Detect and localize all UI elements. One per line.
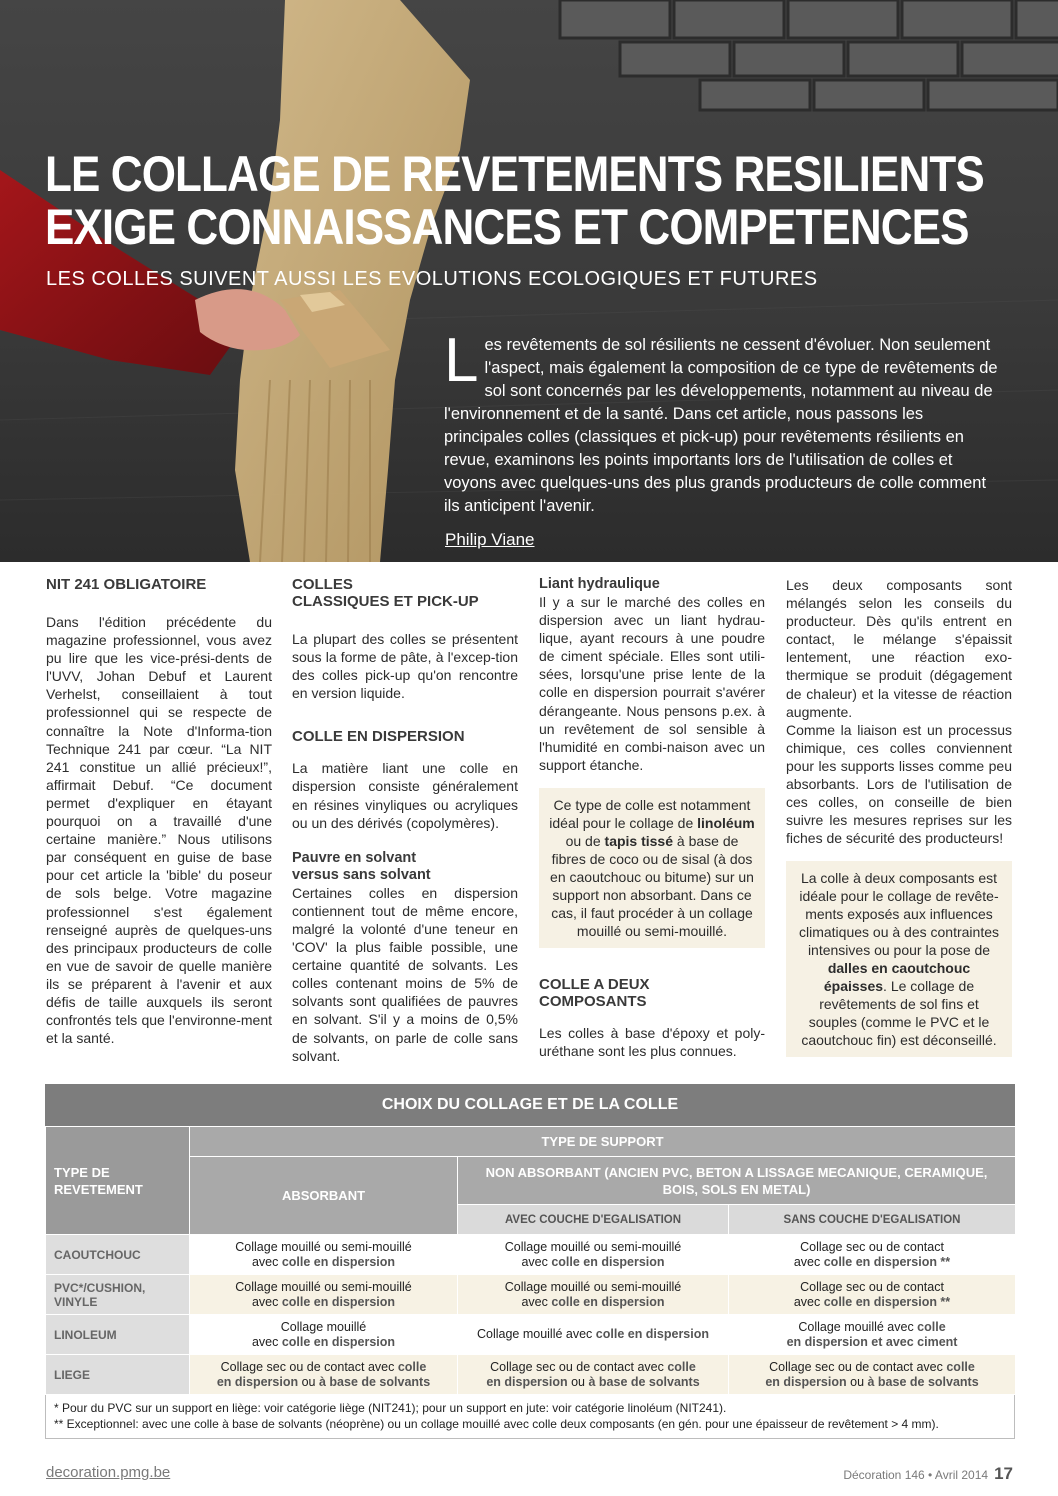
cell-text: avec [793, 1254, 824, 1269]
column-3 [539, 576, 765, 1060]
section-heading-nit241: NIT 241 OBLIGATOIRE [46, 576, 207, 593]
body-text: Il y a sur le marché des colles en dispersion avec un liant hydrau-lique, ayant recours à une poudre de ciment spéciale. Elles sont utili-sées, lorsqu'une prise lente de la colle en dispersion pourrait s'avérer dérangeante. Nous pensons p.ex. à un revêtement de sol sensible à l'humidité en combi-naison avec un support étanche. [539, 594, 765, 773]
page-number: 17 [994, 1464, 1013, 1483]
table-row [46, 1315, 1016, 1355]
issue-label: Décoration 146 • Avril 2014 [843, 1468, 989, 1482]
hero-image [0, 0, 1058, 562]
body-text: La plupart des colles se présentent sous la forme de pâte, à l'excep-tion des colles pick-up qu'on rencontre en version liquide. [292, 631, 518, 702]
body-text: Dans l'édition précédente du magazine professionnel, vous avez pu lire que les vice-prési-dents de l'UVV, Johan Debuf et Laurent Verhelst, conseillaient à tout professionnel qui se respecte de connaître la Note d'Informa-tion Technique 241 par cœur. “La NIT 241 constitue un allié précieux!”, affirmait Debuf. “Ce document permet d'expliquer en étayant pourquoi on a travaillé d'une certaine manière.” Nous utilisons par conséquent en guise de base pour cet article la 'bible' du poseur de sols belge. Votre magazine professionnel s'est également renseigné auprès de quelques-uns des principaux producteurs de colle en vue de savoir de quelle manière ils se préparent à l'avenir et aux défis de taille auxquels ils seront confrontés tels que l'environne-ment et la santé. [46, 614, 272, 1047]
cell-emphasis: colle [917, 1319, 946, 1334]
cell-emphasis: colle [667, 1359, 696, 1374]
subheading-solvant [292, 850, 518, 884]
table-row [46, 1355, 1016, 1395]
cell-emphasis: à base de solvants [318, 1374, 431, 1389]
table-title: CHOIX DU COLLAGE ET DE LA COLLE [45, 1084, 1015, 1126]
cell-text: Collage sec ou de contact avec [490, 1359, 668, 1374]
glue-choice-table [45, 1084, 1015, 1439]
body-text: Les colles à base d'époxy et poly-uréthane sont les plus connues. [539, 1024, 765, 1060]
callout-text: Ce type de colle est notamment idéal pour le collage de [549, 796, 751, 831]
body-text: Certaines colles en dispersion contiennent tout de même encore, malgré la volonté d'une teneur en 'COV' la plus faible possible, une certaine quantité de solvants. Les colles contenant moins de 5% de solvants sont qualifiées de pauvres en solvant. S'il y a moins de 0,5% de solvants, on parle de colle sans solvant. [292, 884, 518, 1064]
article-title-line1: LE COLLAGE DE REVETEMENTS RESILIENTS [45, 146, 984, 202]
row-label: LIEGE [46, 1355, 190, 1395]
table-cell [190, 1275, 458, 1315]
row-label: LINOLEUM [46, 1315, 190, 1355]
callout-text: La colle à deux composants est idéale pour le collage de revête-ments exposés aux influences climatiques ou à des contraintes intensives ou pour la pose de [799, 870, 999, 959]
section-heading-colles-classiques [292, 576, 518, 610]
cell-emphasis: colle en dispersion ** [823, 1294, 951, 1309]
table-row [46, 1275, 1016, 1315]
article-title [45, 146, 984, 255]
website-link[interactable]: decoration.pmg.be [46, 1464, 171, 1481]
callout-box [539, 788, 765, 948]
cell-emphasis: colle en dispersion [595, 1327, 710, 1341]
cell-text: Collage mouillé avec [798, 1319, 918, 1334]
cell-emphasis: colle [946, 1359, 975, 1374]
cell-text: Collage mouillé ou semi-mouillé [504, 1279, 682, 1294]
column-2 [292, 576, 518, 1065]
cell-text: Collage mouillé ou semi-mouillé [235, 1239, 412, 1254]
table-cell [729, 1315, 1016, 1355]
table-cell [729, 1275, 1016, 1315]
heading-line: COLLES [292, 576, 353, 593]
body-text: La matière liant une colle en dispersion consiste généralement en résines vinyliques ou acryliques ou un des dérivés (copolymères). [292, 760, 518, 831]
cell-text: avec [521, 1294, 552, 1309]
header-absorbant: ABSORBANT [190, 1157, 458, 1235]
table-cell [458, 1275, 729, 1315]
callout-text: . Le collage de revêtements de sol fins et souples (comme le PVC et le caoutchouc fin) est déconseillé. [801, 978, 997, 1049]
cell-text: Collage mouillé ou semi-mouillé [504, 1239, 682, 1254]
header-avec-couche: AVEC COUCHE D'EGALISATION [458, 1205, 729, 1235]
cell-text: ou [298, 1374, 319, 1389]
footnote-1: * Pour du PVC sur un support en liège: voir catégorie liège (NIT241); pour un support en jute: voir catégorie linoléum (NIT241). [54, 1401, 727, 1415]
table-cell [458, 1235, 729, 1275]
cell-emphasis: colle en dispersion [551, 1294, 665, 1309]
cell-text: avec [251, 1254, 282, 1269]
footnote-2: ** Exceptionnel: avec une colle à base de solvants (néoprène) ou un collage mouillé avec colle deux composants (en gén. pour une épaisseur de revêtement > 4 mm). [54, 1416, 939, 1431]
author-link[interactable]: Philip Viane [445, 530, 535, 549]
body-text: Les deux composants sont mélangés selon les conseils du producteur. Dès qu'ils entrent en contact, le mélange s'épaissit lentement, une réaction exo-thermique se produit (dégagement de chaleur) et la vitesse de réaction augmente. [786, 577, 1012, 720]
callout-box [786, 861, 1012, 1057]
cell-emphasis: à base de solvants [588, 1374, 700, 1389]
table-cell [190, 1235, 458, 1275]
callout-emphasis: linoléum [697, 814, 755, 831]
intro-text: es revêtements de sol résilients ne cessent d'évoluer. Non seulement l'aspect, mais également la composition de ce type de revêtements de sol sont concernés par les développements, notamment au niveau de l'environnement et de la santé. Dans cet article, nous passons les principales colles (classiques et pick-up) pour revêtements résilients en revue, examinons les points importants lors de l'utilisation de colles et voyons avec quelques-uns des plus grands producteurs de colle comment ils anticipent l'avenir. [444, 336, 998, 515]
table-cell [190, 1315, 458, 1355]
cell-text: ou [846, 1374, 868, 1389]
cell-emphasis: colle en dispersion [281, 1254, 396, 1269]
cell-emphasis: en dispersion et avec ciment [786, 1334, 958, 1349]
cell-text: Collage sec ou de contact [800, 1279, 944, 1294]
table-cell [190, 1355, 458, 1395]
cell-emphasis: à base de solvants [867, 1374, 979, 1389]
cell-text: Collage sec ou de contact avec [220, 1359, 398, 1374]
cell-text: avec [251, 1294, 282, 1309]
heading-line: COMPOSANTS [539, 992, 647, 1010]
header-sans-couche: SANS COUCHE D'EGALISATION [729, 1205, 1016, 1235]
cell-emphasis: en dispersion [216, 1374, 299, 1389]
table-cell [458, 1315, 729, 1355]
callout-emphasis: tapis tissé [604, 832, 674, 849]
callout-text: ou de [565, 832, 605, 849]
section-heading-colle-dispersion: COLLE EN DISPERSION [292, 728, 465, 746]
cell-emphasis: en dispersion [765, 1374, 847, 1389]
column-1 [46, 576, 272, 1047]
article-title-line2: EXIGE CONNAISSANCES ET COMPETENCES [45, 199, 969, 255]
cell-text: avec [793, 1294, 824, 1309]
cell-text: Collage mouillé avec [476, 1327, 596, 1341]
body-text: Comme la liaison est un processus chimique, ces colles conviennent pour les supports lisses comme peu absorbants. Lors de l'utilisation de ces colles, on conseille de bien suivre les mesures reprises sur les fiches de sécurité des producteurs! [786, 721, 1012, 847]
intro-paragraph [444, 326, 1004, 518]
callout-text: à base de fibres de coco ou de sisal (à dos en caoutchouc ou bitume) sur un support non absorbant. Dans ce cas, il faut procéder à un collage mouillé ou semi-mouillé. [550, 832, 754, 939]
callout-emphasis: dalles en caoutchouc épaisses [823, 960, 971, 995]
table-cell [729, 1235, 1016, 1275]
cell-text: Collage sec ou de contact [800, 1239, 944, 1254]
cell-text: ou [567, 1374, 589, 1389]
table-cell [729, 1355, 1016, 1395]
cell-text: avec [521, 1254, 552, 1269]
heading-line: CLASSIQUES ET PICK-UP [292, 593, 479, 610]
section-heading-deux-composants [539, 976, 765, 1010]
cell-text: Collage mouillé [280, 1319, 367, 1334]
cell-text: avec [251, 1334, 282, 1349]
cell-emphasis: colle en dispersion [551, 1254, 665, 1269]
cell-emphasis: colle [397, 1359, 427, 1374]
subheading-liant-hydraulique: Liant hydraulique [539, 576, 660, 592]
column-4 [786, 576, 1012, 1057]
cell-text: Collage mouillé ou semi-mouillé [235, 1279, 412, 1294]
subheading-line: Pauvre en solvant [292, 849, 417, 866]
header-type-revetement: TYPE DE REVETEMENT [46, 1127, 190, 1235]
subheading-line: versus sans solvant [292, 866, 431, 883]
cell-emphasis: colle en dispersion ** [823, 1254, 951, 1269]
drop-cap: L [444, 326, 479, 395]
table-row [46, 1235, 1016, 1275]
table-grid [45, 1126, 1016, 1395]
header-type-support: TYPE DE SUPPORT [190, 1127, 1016, 1157]
row-label: PVC*/CUSHION, VINYLE [46, 1275, 190, 1315]
cell-emphasis: colle en dispersion [281, 1294, 396, 1309]
header-non-absorbant: NON ABSORBANT (ANCIEN PVC, BETON A LISSAGE MECANIQUE, CERAMIQUE, BOIS, SOLS EN METAL) [458, 1157, 1016, 1205]
cell-emphasis: colle en dispersion [281, 1334, 396, 1349]
table-footnotes [45, 1395, 1015, 1439]
cell-emphasis: en dispersion [486, 1374, 568, 1389]
heading-line: COLLE A DEUX [539, 975, 650, 993]
issue-info [843, 1464, 1013, 1484]
cell-text: Collage sec ou de contact avec [769, 1359, 947, 1374]
table-cell [458, 1355, 729, 1395]
row-label: CAOUTCHOUC [46, 1235, 190, 1275]
article-subtitle: LES COLLES SUIVENT AUSSI LES EVOLUTIONS ECOLOGIQUES ET FUTURES [46, 268, 818, 290]
